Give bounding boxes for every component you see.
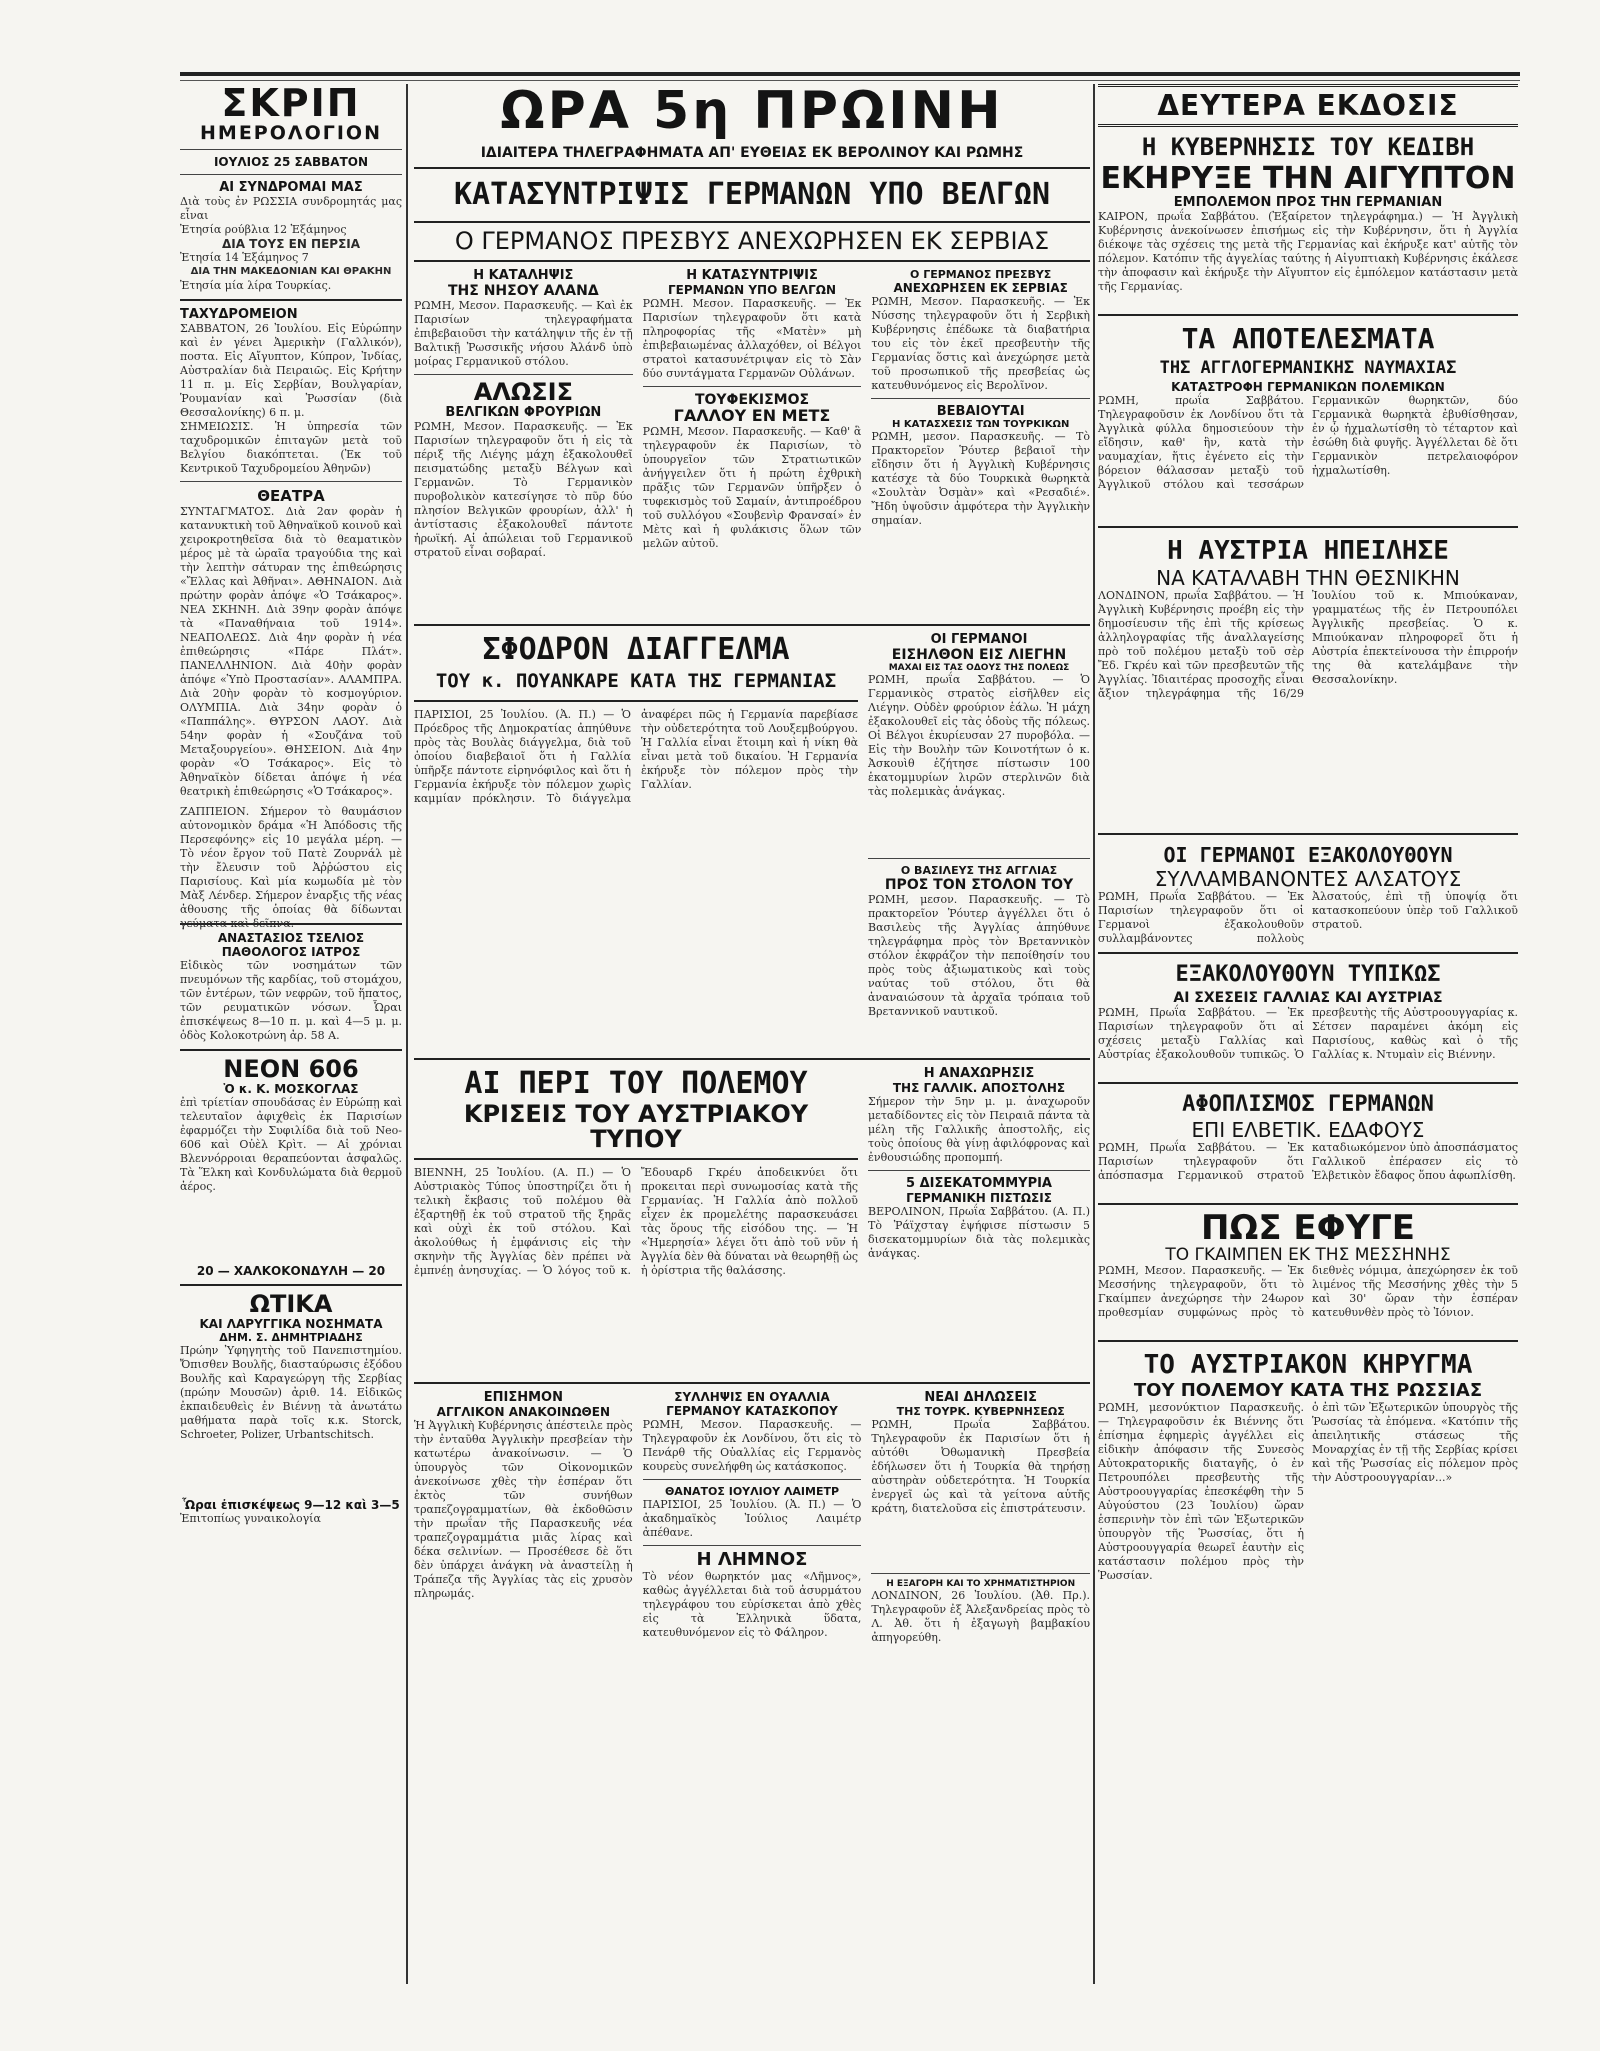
main-headline-2: Ο ΓΕΡΜΑΝΟΣ ΠΡΕΣΒΥΣ ΑΝΕΧΩΡΗΣΕΝ ΕΚ ΣΕΡΒΙΑΣ [454, 226, 1050, 255]
story-heading: ΣΥΛΛΗΨΙΣ ΕΝ ΟΥΑΛΛΙΑ [674, 1389, 830, 1404]
doctor-subtitle: ΠΑΘΟΛΟΓΟΣ ΙΑΤΡΟΣ [221, 944, 361, 959]
story-subheading: ΚΑΤΑΣΤΡΟΦΗ ΓΕΡΜΑΝΙΚΩΝ ΠΟΛΕΜΙΚΩΝ [1171, 379, 1445, 394]
story-subheading: ΓΑΛΛΟΥ ΕΝ ΜΕΤΣ [673, 405, 831, 425]
theatre-title: ΘΕΑΤΡΑ [257, 486, 325, 505]
story-text: ΡΩΜΗ, μεσον. Παρασκευῆς. — Τὸ πρακτορεῖον Ῥόυτερ ἀγγέλλει ὅτι ὁ Βασιλεὺς τῆς Ἀγγλίας ἀπηύθυνε τηλεγράφημα πρὸς τὸν Βρεταννικὸν στόλον ἐκφράζον τὴν πεποίθησίν του πρὸς τοὺς ἀξιωματικοὺς καὶ τοὺς ναύτας τοῦ στόλου, ὅτι θὰ ἀναναιώσουν τὰ ἀρχαῖα τρόπαια τοῦ Βρεταννικοῦ ναυτικοῦ. [868, 892, 1090, 1018]
main-headline: ΚΑΤΑΣΥΝΤΡΙΨΙΣ ΓΕΡΜΑΝΩΝ ΥΠΟ ΒΕΛΓΩΝ [453, 176, 1051, 212]
story-heading: 5 ΔΙΣΕΚΑΤΟΜΜΥΡΙΑ [906, 1175, 1052, 1191]
story-subheading: ΕΙΣΗΛΘΟΝ ΕΙΣ ΛΙΕΓΗΝ [891, 646, 1067, 663]
doctor-text: Εἰδικὸς τῶν νοσημάτων τῶν πνευμόνων τῆς καρδίας, τοῦ στομάχου, τῶν ἐντέρων, τῶν νεφρῶν, τοῦ ἥπατος, τῶν ρευματικῶν νόσων. Ὧραι ἐπισκέψεως 8—10 π. μ. καὶ 4—5 μ. μ. ὁδὸς Κολοκοτρώνη ἀρ. 58 Α. [180, 958, 402, 1042]
story-text: ΡΩΜΗ, Πρωΐα Σαββάτου. — Ἐκ Παρισίων τηλεγραφοῦν ὅτι ἀπόσπασμα Γερμανικοῦ στρατοῦ καταδιωκόμενον ὑπὸ ἀποσπάσματος Γαλλικοῦ ἐπέρασεν εἰς τὸ Ἐλβετικὸν ἔδαφος ὅπου ἀφωπλίσθη. [1098, 1140, 1518, 1182]
story-text: ΛΟΝΔΙΝΟΝ, 26 Ἰουλίου. (Ἀθ. Πρ.). Τηλεγραφοῦν ἐξ Ἀλεξανδρείας πρὸς τὸ Λ. Ἀθ. ὅτι ἡ ἐξαγωγὴ βαμβακίου ἀπηγορεύθη. [871, 1588, 1091, 1644]
story-heading: ΤΟΥ ΠΟΛΕΜΟΥ ΚΑΤΑ ΤΗΣ ΡΩΣΣΙΑΣ [1133, 1380, 1483, 1402]
ent-subtitle: ΚΑΙ ΛΑΡΥΓΓΙΚΑ ΝΟΣΗΜΑΤΑ [199, 1317, 383, 1332]
subscriptions-title: ΑΙ ΣΥΝΔΡΟΜΑΙ ΜΑΣ [219, 179, 363, 195]
story-heading: Ο ΒΑΣΙΛΕΥΣ ΤΗΣ ΑΓΓΛΙΑΣ [900, 863, 1058, 877]
story-subheading: ΤΗΣ ΤΟΥΡΚ. ΚΥΒΕΡΝΗΣΕΩΣ [896, 1404, 1065, 1418]
story-heading: Η ΛΗΜΝΟΣ [696, 1548, 808, 1570]
zappeion-text: ΖΑΠΠΕΙΟΝ. Σήμερον τὸ θαυμάσιον αὐτονομικὸν δράμα «Ἡ Ἀπόδοσις τῆς Περσεφόνης» εἰς 10 μεγάλα μέρη. — Τὸ νέον ἔργον τοῦ Πατὲ Ζουρνάλ μὲ τὴν ἔλευσιν τοῦ Ἀῤῥώστου εἰς Παρισίους. Καὶ μία κωμωδία μὲ τὸν Μὰξ Λένδερ. Σήμερον ἐναρξις τῆς νέας ἀθουσης τῆς ὁποίας θὰ δίδωνται γεύματα καὶ δεῖπνα. [180, 804, 402, 930]
story-subheading: ΑΓΓΛΙΚΟΝ ΑΝΑΚΟΙΝΩΘΕΝ [436, 1404, 610, 1419]
post-text: ΣΑΒΒΑΤΟΝ, 26 Ἰουλίου. Εἰς Εὐρώπην καὶ ἐν γένει Ἀμερικὴν (Γαλλικόν), ποστα. Εἰς Αἴγυπτον, Κύπρον, Ἰνδίας, Αὐστραλίαν διὰ Πειραιῶς. Εἰς Κρήτην 11 π. μ. Εἰς Σερβίαν, Βουλγαρίαν, Ῥουμανίαν καὶ Ῥωσσίαν (διὰ Θεσσαλονίκης) 6 π. μ. [180, 321, 402, 419]
story-text: ΡΩΜΗ, Μεσον. Παρασκευῆς. — Ἐκ Παρισίων τηλεγραφοῦν ὅτι ἡ εἰς τὰ πέριξ τῆς Λιέγης μάχη ἐξακολουθεῖ πεισματώδης μεταξὺ Βέλγων καὶ Γερμανῶν. Τὸ Γερμανικὸν πυροβολικὸν κατεσίγησε τὸ πῦρ δύο πλησίον Βελγικῶν φρουρίων, ἀλλ' ἡ ἀντίστασις ἐξακολουθεῖ πάντοτε ἡρωϊκή. Αἱ ἀπώλειαι τοῦ Γερμανικοῦ στρατοῦ εἶναι σοβαραί. [414, 419, 633, 559]
story-heading: Η ΑΝΑΧΩΡΗΣΙΣ [923, 1065, 1035, 1081]
main-banner: ΩΡΑ 5η ΠΡΩΙΝΗ [500, 81, 1004, 141]
story-heading: ΤΑ ΑΠΟΤΕΛΕΣΜΑΤΑ [1181, 321, 1435, 355]
story-text: ΛΟΝΔΙΝΟΝ, πρωΐα Σαββάτου. — Ἡ Ἀγγλικὴ Κυβέρνησις προέβη εἰς τὴν δημοσίευσιν τῆς ἐπὶ τῆς κρίσεως ἀλληλογραφίας τῆς ἀναλλαγείσης πρὸ τοῦ πολέμου μεταξὺ τοῦ σὲρ Ἔδ. Γκρέυ καὶ τῶν πρεσβευτῶν τῆς Ἀγγλίας. Ἰδιαιτέρας προσοχῆς εἶναι ἄξιον τηλεγράφημα τῆς 16/29 Ἰουλίου τοῦ κ. Μπιούκαναν, γραμματέως τῆς ἐν Πετρουπόλει Ἀγγλικῆς πρεσβείας. Ὁ κ. Μπιούκαναν πληροφορεῖ ὅτι ἡ Αὐστρία ἐπεκτείνουσα τὴν ἐπιρροήν της θὰ κατελάμβανε τὴν Θεσσαλονίκην. [1098, 588, 1518, 700]
story-subheading: ΕΜΠΟΛΕΜΟΝ ΠΡΟΣ ΤΗΝ ΓΕΡΜΑΝΙΑΝ [1173, 194, 1443, 210]
story-text: ΡΩΜΗ, Μεσον. Παρασκευῆς. — Τηλεγραφοῦν ἐκ Λονδίνου, ὅτι εἰς τὸ Πενάρθ τῆς Οὐαλλίας εἰς Γερμανὸς κουρεὺς συνελήφθη ὡς κατάσκοπος. [642, 1417, 862, 1473]
story-heading: ΠΩΣ ΕΦΥΓΕ [1200, 1207, 1416, 1248]
story-text: ΡΩΜΗ, Μεσον. Παρασκευῆς. — Καθ' ἃ τηλεγραφοῦν ἐκ Παρισίων, τὸ ὑπουργεῖον τῶν Στρατιωτικῶν ἀνήγγειλεν ὅτι ἡ πρώτη ἐχθρικὴ πρᾶξις τῶν Γερμανῶν ὑπῆρξεν ὁ τυφεκισμὸς τοῦ Σαμαίν, ἀντιπροέδρου τοῦ συλλόγου «Σουβενὶρ Φρανσαί» ἐν Μὲτς καὶ ἡ φυλάκισις ὅλων τῶν μελῶν αὐτοῦ. [642, 424, 862, 550]
story-text: Σήμερον τὴν 5ην μ. μ. ἀναχωροῦν μεταδίδοντες εἰς τὸν Πειραιᾶ πάντα τὰ μέλη τῆς Γαλλικῆς ἀποστολῆς, εἰς τοὺς ὁποίους θὰ γίνῃ ἀφιλόφρονας καὶ ἐνθουσιώδης προπομπή. [868, 1094, 1090, 1164]
story-text: ΡΩΜΗ, Πρωΐα Σαββάτου. — Ἐκ Παρισίων τηλεγραφοῦν ὅτι αἱ σχέσεις μεταξὺ Γαλλίας καὶ Αὐστρίας ἐξακολουθοῦν τυπικῶς. Ὁ πρεσβευτὴς τῆς Αὐστροουγγαρίας κ. Σέτσεν παραμένει ἀκόμη εἰς Παρισίους, καθὼς καὶ ὁ τῆς Γαλλίας κ. Ντυμαὶν εἰς Βιέννην. [1098, 1005, 1518, 1061]
decree-subheading: ΤΟΥ κ. ΠΟΥΑΝΚΑΡΕ ΚΑΤΑ ΤΗΣ ΓΕΡΜΑΝΙΑΣ [435, 669, 837, 692]
story-text: ΡΩΜΗ, Μεσον. Παρασκευῆς. — Ἐκ Νύσσης τηλεγραφοῦν ὅτι ἡ Σερβικὴ Κυβέρνησις ἐπέδωκε τὰ διαβατήρια του εἰς τὸν ἐκεῖ πρεσβευτὴν τῆς Γερμανίας ὅστις καὶ ἀνεχώρησε μετὰ τοῦ προσωπικοῦ τῆς πρεσβείας ὡς κατευθυνόμενος εἰς Βερολῖνον. [871, 294, 1091, 392]
story-subheading: ΓΕΡΜΑΝΟΥ ΚΑΤΑΣΚΟΠΟΥ [666, 1403, 838, 1418]
story-heading: Η ΚΑΤΑΛΗΨΙΣ [473, 267, 574, 283]
ent-footer: Ἐπιτοπίως γυναικολογία [180, 1512, 321, 1526]
story-heading: Η ΚΑΤΑΣΥΝΤΡΙΨΙΣ [686, 267, 818, 283]
story-text: ΡΩΜΗ, Μεσον. Παρασκευῆς. — Ἐκ Μεσσήνης τηλεγραφοῦν, ὅτι τὸ Γκαίμπεν ἀνεχώρησε τὴν 24ωρον προθεσμίαν συμφώνως πρὸς τὸ διεθνὲς νόμιμα, ἀπεχώρησεν ἐκ τοῦ λιμένος τῆς Μεσσήνης χθὲς τὴν 5 καὶ 30' ὥραν τὴν ἑσπέραν κατευθυνθὲν πρὸς τὸ Ἰόνιον. [1098, 1264, 1518, 1320]
story-heading: ΘΑΝΑΤΟΣ ΙΟΥΛΙΟΥ ΛΑΙΜΕΤΡ [664, 1484, 840, 1498]
story-text: ΚΑΙΡΟΝ, πρωΐα Σαββάτου. (Ἐξαίρετον τηλεγράφημα.) — Ἡ Ἀγγλικὴ Κυβέρνησις ἀνεκοίνωσεν ἐπισήμως εἰς τὴν Κυβέρνησιν, ὅτι ἡ Ἀγγλία διέκοψε τὰς σχέσεις της μετὰ τῆς Γερμανίας καὶ ἐκήρυξε κατ' αὐτῆς τὸν πόλεμον. Κατόπιν τῆς ἀγγελίας ταύτης ἡ Αἰγυπτιακὴ Κυβέρνησις ἐκάλεσε τὴν ἀποφασιν καὶ ἐκήρυξε τὴν Αἴγυπτον εἰς ἐμπόλεμον κατάστασιν μετὰ τῆς Γερμανίας. [1098, 209, 1518, 293]
masthead: ΣΚΡΙΠ [221, 81, 361, 125]
story-subheading: ΑΝΕΧΩΡΗΣΕΝ ΕΚ ΣΕΡΒΙΑΣ [893, 280, 1068, 295]
story-heading: ΤΟΥΦΕΚΙΣΜΟΣ [694, 391, 810, 408]
story-heading: ΕΞΑΚΟΛΟΥΘΟΥΝ ΤΥΠΙΚΩΣ [1175, 961, 1441, 987]
story-heading: ΑΛΩΣΙΣ [473, 377, 573, 406]
story-heading: Η ΕΞΑΓΟΡΗ ΚΑΙ ΤΟ ΧΡΗΜΑΤΙΣΤΗΡΙΟΝ [886, 1578, 1076, 1589]
story-text: ΡΩΜΗ, μεσον. Παρασκευῆς. — Τὸ Πρακτορεῖον Ῥόυτερ βεβαιοῖ τὴν εἴδησιν ὅτι ἡ Ἀγγλικὴ Κυβέρνησις κατέσχε τὰ δύο Τουρκικὰ θωρηκτὰ «Σουλτὰν Ὀσμὰν» καὶ «Ρεσαδιέ». Ἤδη ὑψοῦσιν ἀμφότερα τὴν Ἀγγλικὴν σημαίαν. [871, 429, 1091, 527]
lower-stories [414, 1066, 1090, 1376]
story-subheading: ΓΕΡΜΑΝΩΝ ΥΠΟ ΒΕΛΓΩΝ [668, 282, 836, 297]
story-subheading-2: ΜΑΧΑΙ ΕΙΣ ΤΑΣ ΟΔΟΥΣ ΤΗΣ ΠΟΛΕΩΣ [888, 662, 1070, 673]
subscriptions-text: Διὰ τοὺς ἐν ΡΩΣΣΙΑ συνδρομητάς μας εἶναι Ἐτησία ρούβλια 12 Ἑξάμηνος ΔΙΑ ΤΟΥΣ ΕΝ ΠΕΡΣΙΑ Ἐτησία 14 Ἑξάμηνος 7 ΔΙΑ ΤΗΝ ΜΑΚΕΔΟΝΙΑΝ ΚΑΙ ΘΡΑΚΗΝ Ἐτησία μία λίρα Τουρκίας. [180, 194, 402, 292]
ent-by: ΔΗΜ. Σ. ΔΗΜΗΤΡΙΑΔΗΣ [219, 1331, 363, 1345]
story-heading: ΣΥΛΛΑΜΒΑΝΟΝΤΕΣ ΑΛΣΑΤΟΥΣ [1154, 866, 1462, 891]
story-heading: ΕΠΙ ΕΛΒΕΤΙΚ. ΕΔΑΦΟΥΣ [1191, 1117, 1425, 1142]
story-text: ΡΩΜΗ, Μεσον. Παρασκευῆς. — Καὶ ἐκ Παρισίων τηλεγραφήματα ἐπιβεβαιοῦσι τὴν κατάληψιν τῆς ἐν τῇ Βαλτικῇ Ῥωσσικῆς νήσου Ἀλάνδ ὑπὸ μοίρας Γερμανικοῦ στόλου. [414, 298, 633, 368]
main-column [414, 81, 1091, 1720]
neon-title: ΝΕΟΝ 606 [223, 1054, 359, 1083]
press-heading: ΑΙ ΠΕΡΙ ΤΟΥ ΠΟΛΕΜΟΥ [464, 1065, 808, 1101]
story-heading: ΟΙ ΓΕΡΜΑΝΟΙ ΕΞΑΚΟΛΟΥΘΟΥΝ [1163, 842, 1453, 867]
masthead-sub: ΗΜΕΡΟΛΟΓΙΟΝ [200, 121, 382, 144]
post-note: ΣΗΜΕΙΩΣΙΣ. Ἡ ὑπηρεσία τῶν ταχυδρομικῶν ἐπιταγῶν μετὰ τοῦ Βελγίου διακόπτεται. (Ἐκ τοῦ Κεντρικοῦ Ταχυδρομείου Ἀθηνῶν) [180, 419, 402, 475]
column-divider [1093, 84, 1095, 1984]
story-text: Ἡ Ἀγγλικὴ Κυβέρνησις ἀπέστειλε πρὸς τὴν ἐνταῦθα Ἀγγλικὴν πρεσβείαν τὴν κατωτέρω ἀνακοίνωσιν. — Ὁ ὑπουργὸς τῶν Οἰκονομικῶν ἀνεκοίνωσε χθὲς τὴν ἑσπέραν ὅτι ἐκτὸς τῶν συνήθων τραπεζογραμματίων, θὰ ἐκδοθῶσιν τὴν πρωΐαν τῆς Παρασκευῆς νέα τραπεζογραμμάτια μιᾶς λίρας καὶ δέκα σελινίων. — Προσέθεσε δὲ ὅτι δὲν ὑπάρχει ἀνάγκη νὰ ἀναστείλῃ ἡ Τράπεζα τῆς Ἀγγλίας τὰς εἰς χρυσὸν πληρωμάς. [414, 1418, 633, 1600]
theatre-text: ΣΥΝΤΑΓΜΑΤΟΣ. Διὰ 2αν φορὰν ἡ κατανυκτικὴ τοῦ Ἀθηναϊκοῦ κοινοῦ καὶ χειροκροτηθεῖσα διὰ τὸ θεαματικὸν μέρος μὲ τὰ ὡραῖα τραγούδια της καὶ τὴν λεπτὴν σάτυραν της ἐπιθεώρησις «Ἔλλας καὶ Ἀθῆναι». ΑΘΗΝΑΙΟΝ. Διὰ πρώτην φορὰν ἀπόψε «Ὁ Τσάκαρος». ΝΕΑ ΣΚΗΝΗ. Διὰ 39ην φορὰν ἀπόψε τὰ «Παναθήναια τοῦ 1914». ΝΕΑΠΟΛΕΩΣ. Διὰ 4ην φορὰν ἡ νέα ἐπιθεώρησις «Πάρε Πλάτ». ΠΑΝΕΛΛΗΝΙΟΝ. Διὰ 40ὴν φορὰν ἀπόψε «Ὑπὸ Προστασίαν». ΑΛΑΜΠΡΑ. Διὰ 20ὴν φορὰν τὸ κοσμογύριον. ΟΛΥΜΠΙΑ. Διὰ 34ην φορὰν ὁ «Παππάλης». ΘΥΡΣΟΝ ΛΑΟΥ. Διὰ 54ην φορὰν ἡ «Σουζάνα τοῦ Μεταξουργείου». ΘΗΣΕΙΟΝ. Διὰ 4ην φορὰν «Ὁ Τσάκαρος». Εἰς τὸ Ἀθηναϊκὸν δίδεται ἀπόψε ἡ νέα θεατρικὴ ἐπιθεώρησις «Ὁ Τσάκαρος». [180, 504, 402, 798]
story-text: ΡΩΜΗ, μεσονύκτιον Παρασκευῆς. — Τηλεγραφοῦσιν ἐκ Βιέννης ὅτι ἐπίσημα ἐφημερὶς ἀγγέλλει εἰς εἰδικὴν ἀπόφασιν τῆς Συνεσὸς Αὐτοκρατορικῆς διαταγῆς, ὁ ἐν Πετρουπόλει πρεσβευτὴς τῆς Αὐστροουγγαρίας ἐπεσκέφθη τὴν 5 Αὐγούστου (23 Ἰουλίου) ὥραν ἑσπερινὴν τὸν ἐπὶ τῶν Ἐξωτερικῶν ὑπουργὸν τῆς Ῥωσσίας, ὅτι ἡ Αὐστροουγγαρία θεωρεῖ ἑαυτὴν εἰς κατάστασιν πολέμου πρὸς τὴν Ῥωσσίαν. [1098, 1401, 1304, 1583]
post-title: ΤΑΧΥΔΡΟΜΕΙΟΝ [180, 306, 298, 322]
story-heading: ΤΟ ΑΥΣΤΡΙΑΚΟΝ ΚΗΡΥΓΜΑ [1143, 1350, 1473, 1381]
neon-address: 20 — ΧΑΛΚΟΚΟΝΔΥΛΗ — 20 [196, 1264, 386, 1279]
story-heading: ΤΗΣ ΑΓΓΛΟΓΕΡΜΑΝΙΚΗΣ ΝΑΥΜΑΧΙΑΣ [1159, 357, 1457, 378]
decree-heading: ΣΦΟΔΡΟΝ ΔΙΑΓΓΕΛΜΑ [482, 631, 790, 667]
story-text: ΡΩΜΗ, πρωΐα Σαββάτου. Τηλεγραφοῦσιν ἐκ Λονδίνου ὅτι τὰ Ἀγγλικὰ φύλλα δημοσιεύουν τὴν εἴδησιν, καθ' ἣν, κατὰ τὴν ναυμαχίαν, ἥτις ἐγένετο εἰς τὴν βόρειον θάλασσαν μεταξὺ τοῦ Ἀγγλικοῦ στόλου καὶ τεσσάρων Γερμανικῶν θωρηκτῶν, δύο Γερμανικὰ θωρηκτὰ ἐβυθίσθησαν, ἐν ᾧ ἠχμαλωτίσθη τὸ τέταρτον καὶ ἐσώθη διὰ φυγῆς. Ἀγγέλλεται δὲ ὅτι Γερμανικὸν πετρελαιοφόρον ἠχμαλωτίσθη. [1098, 393, 1518, 491]
story-subheading: ΓΕΡΜΑΝΙΚΗ ΠΙΣΤΩΣΙΣ [906, 1190, 1052, 1205]
press-text: ΒΙΕΝΝΗ, 25 Ἰουλίου. (Α. Π.) — Ὁ Αὐστριακὸς Τύπος ὑποστηρίζει ὅτι ἡ τελικὴ ἔκβασις τοῦ πολέμου θὰ ἐξαρτηθῇ ἐκ τοῦ στρατοῦ τῆς ξηρᾶς καὶ οὐχὶ ἐκ τοῦ στόλου. Καὶ ἀκολούθως ἡ ἐμφάνισις εἰς τὴν σκηνὴν τῆς Ἀγγλίας δὲν πρέπει νὰ ἐμπνέῃ ἀνησυχίας. — Ὁ λόγος τοῦ κ. Ἔδουαρδ Γκρέυ ἀποδεικνύει ὅτι προκειται περὶ συνωμοσίας κατὰ τῆς Γερμανίας. Ἡ Γαλλία ἀπὸ πολλοῦ εἶχεν ἐκ προμελέτης παρασκευάσει τὰς ὅρους τῆς εἰσόδου της. — Ἡ «Ἡμερησία» λέγει ὅτι ἀπὸ τοῦ νῦν ἡ Ἀγγλία δὲν θὰ δύναται νὰ θεωρηθῇ ὡς ἡ ὁρίστρια τῆς θαλάσσης. [414, 1166, 858, 1278]
bottom-stories [414, 1390, 1090, 1720]
neon-by: Ὁ κ. Κ. ΜΟΣΚΟΓΛΑΣ [223, 1082, 359, 1097]
date-line: ΙΟΥΛΙΟΣ 25 ΣΑΒΒΑΤΟΝ [213, 154, 369, 169]
story-text: ΡΩΜΗ, Πρωΐα Σαββάτου. Τηλεγραφοῦν ἐκ Παρισίων ὅτι ἡ αὐτόθι Ὀθωμανικὴ Πρεσβεία ἐδήλωσεν ὅτι ἡ Τουρκία θὰ τηρήσῃ αὐστηρὰν οὐδετερότητα. Ἡ Τουρκία ἐνεργεῖ ὡς καὶ τὰ γείτονα αὐτῆς κράτη, διατελοῦσα εἰς ἐπιστράτευσιν. [871, 1417, 1091, 1515]
decree-text: ΠΑΡΙΣΙΟΙ, 25 Ἰουλίου. (Ἀ. Π.) — Ὁ Πρόεδρος τῆς Δημοκρατίας ἀπηύθυνε πρὸς τὰς Βουλὰς διάγγελμα, διὰ τοῦ ὁποίου διαβεβαιοῖ ὅτι ἡ Γαλλία ὑπῆρξε πάντοτε εἰρηνόφιλος καὶ ὅτι ἡ Γερμανία ἐκήρυξε τὸν πόλεμον χωρὶς καμμίαν πρόκλησιν. Τὸ διάγγελμα ἀναφέρει πῶς ἡ Γερμανία παρεβίασε τὴν οὐδετερότητα τοῦ Λουξεμβούργου. Ἡ Γαλλία εἶναι ἕτοιμη καὶ ἡ νίκη θὰ εἶναι μετὰ τοῦ δικαίου. Ἡ Γερμανία ἐκήρυξε τὸν πόλεμον πρὸς τὴν Γαλλίαν. [414, 707, 858, 805]
story-text: ΡΩΜΗ, Πρωΐα Σαββάτου. — Ἐκ Παρισίων τηλεγραφοῦν ὅτι οἱ Γερμανοὶ ἐξακολουθοῦν συλλαμβάνοντες πολλοὺς Ἀλσατούς, ἐπὶ τῇ ὑποψίᾳ ὅτι κατασκοπεύουν ὑπὲρ τοῦ Γαλλικοῦ στρατοῦ. [1098, 889, 1518, 945]
story-heading: ΝΕΑΙ ΔΗΛΩΣΕΙΣ [924, 1389, 1038, 1405]
story-subheading: ΠΡΟΣ ΤΟΝ ΣΤΟΛΟΝ ΤΟΥ [884, 876, 1074, 893]
story-heading: ΑΙ ΣΧΕΣΕΙΣ ΓΑΛΛΙΑΣ ΚΑΙ ΑΥΣΤΡΙΑΣ [1173, 989, 1443, 1006]
story-subheading: ΒΕΛΓΙΚΩΝ ΦΡΟΥΡΙΩΝ [445, 404, 602, 420]
ent-hours: Ὧραι ἐπισκέψεως 9—12 καὶ 3—5 [182, 1498, 400, 1513]
top-rule [180, 72, 1520, 76]
story-text: ὁ ἐπὶ τῶν Ἐξωτερικῶν ὑπουργὸς τῆς Ῥωσσίας τὰ ἐπόμενα. «Κατόπιν τῆς ἀπειλητικῆς στάσεως τῆς Μοναρχίας ἐν τῇ τῆς Σερβίας κρίσει καὶ τῆς Ῥωσσίας εἰς πόλεμον πρὸς τὴν Αὐστροουγγαρίαν...» [1312, 1401, 1518, 1485]
story-subheading: ΤΗΣ ΓΑΛΛΙΚ. ΑΠΟΣΤΟΛΗΣ [892, 1080, 1066, 1095]
main-banner-sub: ΙΔΙΑΙΤΕΡΑ ΤΗΛΕΓΡΑΦΗΜΑΤΑ ΑΠ' ΕΥΘΕΙΑΣ ΕΚ ΒΕΡΟΛΙΝΟΥ ΚΑΙ ΡΩΜΗΣ [480, 144, 1024, 161]
story-text: ΡΩΜΗ, πρωΐα Σαββάτου. — Ὁ Γερμανικὸς στρατὸς εἰσῆλθεν εἰς Λιέγην. Οὐδὲν φρούριον ἑάλω. Ἡ μάχη ἐξακολουθεῖ εἰς τὰς ὁδοὺς τῆς πόλεως. Οἱ Βέλγοι ἐκυρίευσαν 27 πυροβόλα. — Εἰς τὴν Βουλὴν τῶν Κοινοτήτων ὁ κ. Ἀσκουὶθ ἐζήτησε πίστωσιν 100 ἑκατομμυρίων λιρῶν στερλινῶν διὰ τὰς πολεμικὰς ἀνάγκας. [868, 672, 1090, 798]
story-heading: ΝΑ ΚΑΤΑΛΑΒΗ ΤΗΝ ΘΕΣΝΙΚΗΝ [1156, 565, 1460, 590]
story-text: Τὸ νέον θωρηκτόν μας «Λῆμνος», καθὼς ἀγγέλλεται διὰ τοῦ ἀσυρμάτου τηλεγράφου του εὑρίσκεται ἀπὸ χθὲς εἰς τὰ Ἑλληνικὰ ὕδατα, κατευθυνόμενον εἰς τὸ Φάληρον. [642, 1569, 862, 1639]
story-heading: ΑΦΟΠΛΙΣΜΟΣ ΓΕΡΜΑΝΩΝ [1182, 1091, 1434, 1117]
story-text: ΠΑΡΙΣΙΟΙ, 25 Ἰουλίου. (Ἀ. Π.) — Ὁ ἀκαδημαϊκὸς Ἰούλιος Λαιμέτρ ἀπέθανε. [642, 1497, 862, 1539]
story-subheading: Η ΚΑΤΑΣΧΕΣΙΣ ΤΩΝ ΤΟΥΡΚΙΚΩΝ [892, 418, 1070, 430]
ent-text: Πρώην Ὑφηγητὴς τοῦ Πανεπιστημίου. Ὄπισθεν Βουλῆς, διασταύρωσις ἐξόδου Βουλῆς καὶ Καραγεώργη τῆς Σερβίας (πρώην Μουσῶν) ἀριθ. 14. Εἰδικῶς ἐκπαιδευθεὶς ἐν Βιέννῃ τὰ ἀνωτάτω μαθήματα παρὰ τοῖς κ.κ. Storck, Schroeter, Polizer, Urbantschitsch. [180, 1344, 402, 1442]
doctor-title: ΑΝΑΣΤΑΣΙΟΣ ΤΣΕΛΙΟΣ [217, 930, 365, 945]
neon-text: ἐπὶ τρίετίαν σπουδάσας ἐν Εὐρώπῃ καὶ τελευταῖον ἀφιχθεὶς ἐκ Παρισίων ἐφαρμόζει τὴν Συφιλίδα διὰ τοῦ Neo-606 καὶ Οὐὲλ Κρὶτ. — Αἱ χρόνιαι Βλεννόρροιαι θεραπεύονται ἀσφαλῶς. Τὰ Ἕλκη καὶ Κονδυλώματα διὰ θερμοῦ ἀέρος. [180, 1096, 402, 1194]
press-subheading: ΚΡΙΣΕΙΣ ΤΟΥ ΑΥΣΤΡΙΑΚΟΥ ΤΥΠΟΥ [463, 1099, 809, 1153]
story-subheading: ΤΗΣ ΝΗΣΟΥ ΑΛΑΝΔ [448, 282, 599, 299]
ent-title: ΩΤΙΚΑ [249, 1290, 333, 1319]
story-heading: ΒΕΒΑΙΟΥΤΑΙ [936, 403, 1025, 419]
top-stories [414, 268, 1090, 618]
story-heading: ΤΟ ΓΚΑΙΜΠΕΝ ΕΚ ΤΗΣ ΜΕΣΣΗΝΗΣ [1165, 1244, 1451, 1265]
story-heading: ΕΠΙΣΗΜΟΝ [483, 1389, 563, 1405]
story-heading: Η ΑΥΣΤΡΙΑ ΗΠΕΙΛΗΣΕ [1167, 535, 1449, 566]
story-heading: Ο ΓΕΡΜΑΝΟΣ ΠΡΕΣΒΥΣ [910, 267, 1052, 281]
right-column [1098, 84, 1518, 1611]
left-column [180, 81, 402, 1526]
story-heading: ΕΚΗΡΥΞΕ ΤΗΝ ΑΙΓΥΠΤΟΝ [1100, 161, 1516, 197]
second-edition-banner: ΔΕΥΤΕΡΑ ΕΚΔΟΣΙΣ [1098, 84, 1518, 127]
column-divider [406, 84, 408, 1984]
middle-stories [414, 632, 1090, 1052]
story-text: ΡΩΜΗ. Μεσον. Παρασκευῆς. — Ἐκ Παρισίων τηλεγραφοῦν ὅτι κατὰ πληροφορίας τῆς «Ματὲν» μὴ ἐπιβεβαιωμένας ἀλλαχόθεν, οἱ Βέλγοι στρατοὶ κατασυνέτριψαν εἰς τὸ Σὰν δύο συντάγματα Γερμανῶν Οὐλάνων. [642, 296, 862, 380]
story-heading: ΟΙ ΓΕΡΜΑΝΟΙ [930, 631, 1028, 647]
story-text: ΒΕΡΟΛΙΝΟΝ, Πρωΐα Σαββάτου. (Α. Π.) Τὸ Ῥάϊχσταγ ἐψήφισε πίστωσιν 5 δισεκατομμυρίων διὰ τὰς πολεμικὰς ἀνάγκας. [868, 1204, 1090, 1260]
story-heading: Η ΚΥΒΕΡΝΗΣΙΣ ΤΟΥ ΚΕΔΙΒΗ [1141, 133, 1475, 162]
